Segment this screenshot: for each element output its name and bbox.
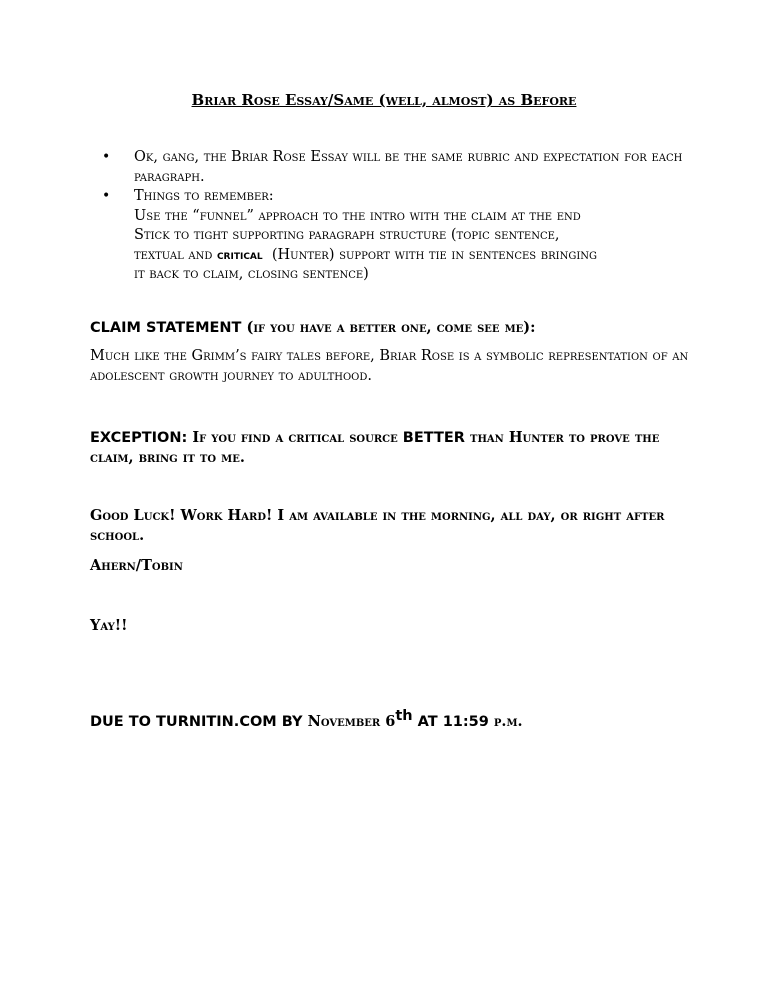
instruction-list [100, 148, 690, 285]
remember-heading: Things to remember: [134, 188, 274, 204]
critical-emphasis: critical [216, 247, 263, 263]
better-emphasis: BETTER [402, 430, 465, 446]
claim-label-note: (if you have a better one, come see me): [241, 319, 536, 336]
bullet-text-1: Ok, gang, the Briar Rose Essay will be the same rubric and expectation for each paragraph. [134, 149, 683, 185]
claim-label: CLAIM STATEMENT [90, 320, 242, 336]
support-text: textual and [134, 246, 217, 263]
exception-text-2: than Hunter to prove the claim, bring it to me. [90, 429, 660, 466]
claim-heading [90, 318, 700, 338]
good-luck-text: Good Luck! Work Hard! I am available in the morning, all day, or right after school. [90, 507, 665, 544]
due-date-line [90, 706, 700, 732]
due-superscript: th [395, 708, 413, 724]
remember-line-support [134, 246, 690, 266]
list-item [100, 148, 690, 187]
bullet-icon: • [102, 188, 111, 204]
remember-line-structure: Stick to tight supporting paragraph structure (topic sentence, [134, 227, 560, 243]
due-prefix: DUE TO TURNITIN.COM BY [90, 713, 308, 730]
claim-text: Much like the Grimm’s fairy tales before, Briar Rose is a symbolic representation of an adolescent growth journey to adulthood. [90, 348, 689, 384]
exception-section [90, 428, 700, 468]
signature: Ahern/Tobin [90, 557, 183, 574]
document-title: Briar Rose Essay/Same (well, almost) as Before [191, 91, 577, 109]
due-time-suffix: p.m. [493, 712, 523, 730]
remember-line-funnel: Use the “funnel” approach to the intro with the claim at the end [134, 207, 581, 224]
due-month: November 6 [307, 712, 396, 730]
claim-section [90, 318, 700, 386]
exception-text-1: If you find a critical source [187, 429, 403, 446]
list-item [100, 187, 690, 285]
bullet-icon: • [102, 149, 111, 165]
remember-line-closing: it back to claim, closing sentence) [134, 266, 369, 282]
support-text-rest: (Hunter) support with tie in sentences bringing [262, 246, 598, 263]
due-time: AT 11:59 [412, 713, 494, 730]
yay-text: Yay!! [90, 617, 128, 634]
exception-label: EXCEPTION: [90, 430, 188, 446]
